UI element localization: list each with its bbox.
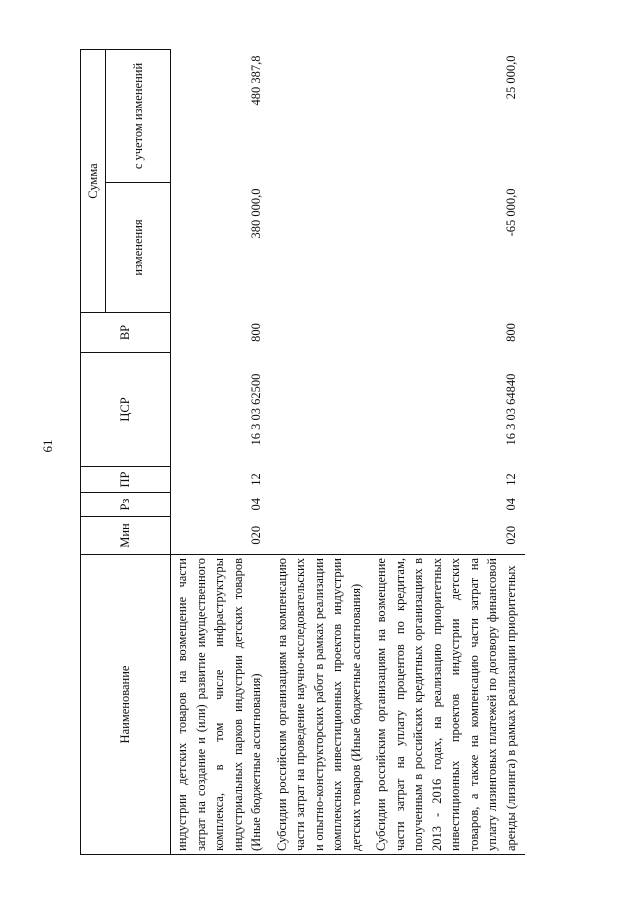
row-total: 25 000,0 xyxy=(503,55,518,100)
header-rz: Рз xyxy=(81,493,171,517)
row-name: Субсидии российским организациям на компенсацию части затрат на проведение научно-исследовательских и опытно-конструкторских работ в рамках реализации комплексных инвестиционных проектов индустрии детских товаров (Иные бюджетные ассигнования) xyxy=(271,555,371,855)
row-min: 020 xyxy=(503,525,518,545)
table-row xyxy=(171,50,271,855)
row-rz: 04 xyxy=(249,498,263,511)
row-vr: 800 xyxy=(249,323,263,342)
header-sum: Сумма xyxy=(81,50,106,313)
row-pr: 12 xyxy=(503,473,518,486)
page-number: 61 xyxy=(40,439,55,453)
row-pr xyxy=(271,467,371,493)
row-change: -65 000,0 xyxy=(503,188,518,237)
row-name: индустрии детских товаров на возмещение части затрат на создание и (или) развитие имущественного комплекса, в том числе инфраструктуры индустриальных парков индустрии детских товаров (Иные бюджетные ассигнования) xyxy=(171,555,271,855)
header-csr: ЦСР xyxy=(81,353,171,467)
row-pr: 12 xyxy=(249,473,263,486)
header-row-top xyxy=(81,50,106,855)
row-min xyxy=(271,517,371,555)
header-pr: ПР xyxy=(81,467,171,493)
row-csr: 16 3 03 64840 xyxy=(503,373,518,446)
header-changes: изменения xyxy=(106,183,171,313)
header-min: Мин xyxy=(81,517,171,555)
row-csr xyxy=(271,353,371,467)
table-row xyxy=(370,50,525,855)
row-change xyxy=(271,183,371,313)
row-csr: 16 3 03 62500 xyxy=(249,373,263,446)
row-total xyxy=(271,50,371,183)
row-total: 480 387,8 xyxy=(249,55,263,106)
row-name: Субсидии российским организациям на возмещение части затрат на уплату процентов по кредитам, полученным в российских кредитных организациях в 2013 - 2016 годах, на реализацию приоритетных инвестиционных проектов индустрии детских товаров, а также на компенсацию части затрат на уплату лизинговых платежей по договору финансовой аренды (лизинга) в рамках реализации приоритетных xyxy=(370,555,525,855)
budget-table xyxy=(80,49,525,855)
row-vr: 800 xyxy=(503,323,518,342)
row-rz: 04 xyxy=(503,498,518,511)
row-change: 380 000,0 xyxy=(249,188,263,239)
header-vr: ВР xyxy=(81,313,171,353)
row-vr xyxy=(271,313,371,353)
table-row xyxy=(271,50,371,855)
header-name: Наименование xyxy=(81,555,171,855)
rotated-table-page xyxy=(80,50,600,855)
row-min: 020 xyxy=(249,525,263,545)
row-rz xyxy=(271,493,371,517)
header-with-changes: с учетом изменений xyxy=(106,50,171,183)
